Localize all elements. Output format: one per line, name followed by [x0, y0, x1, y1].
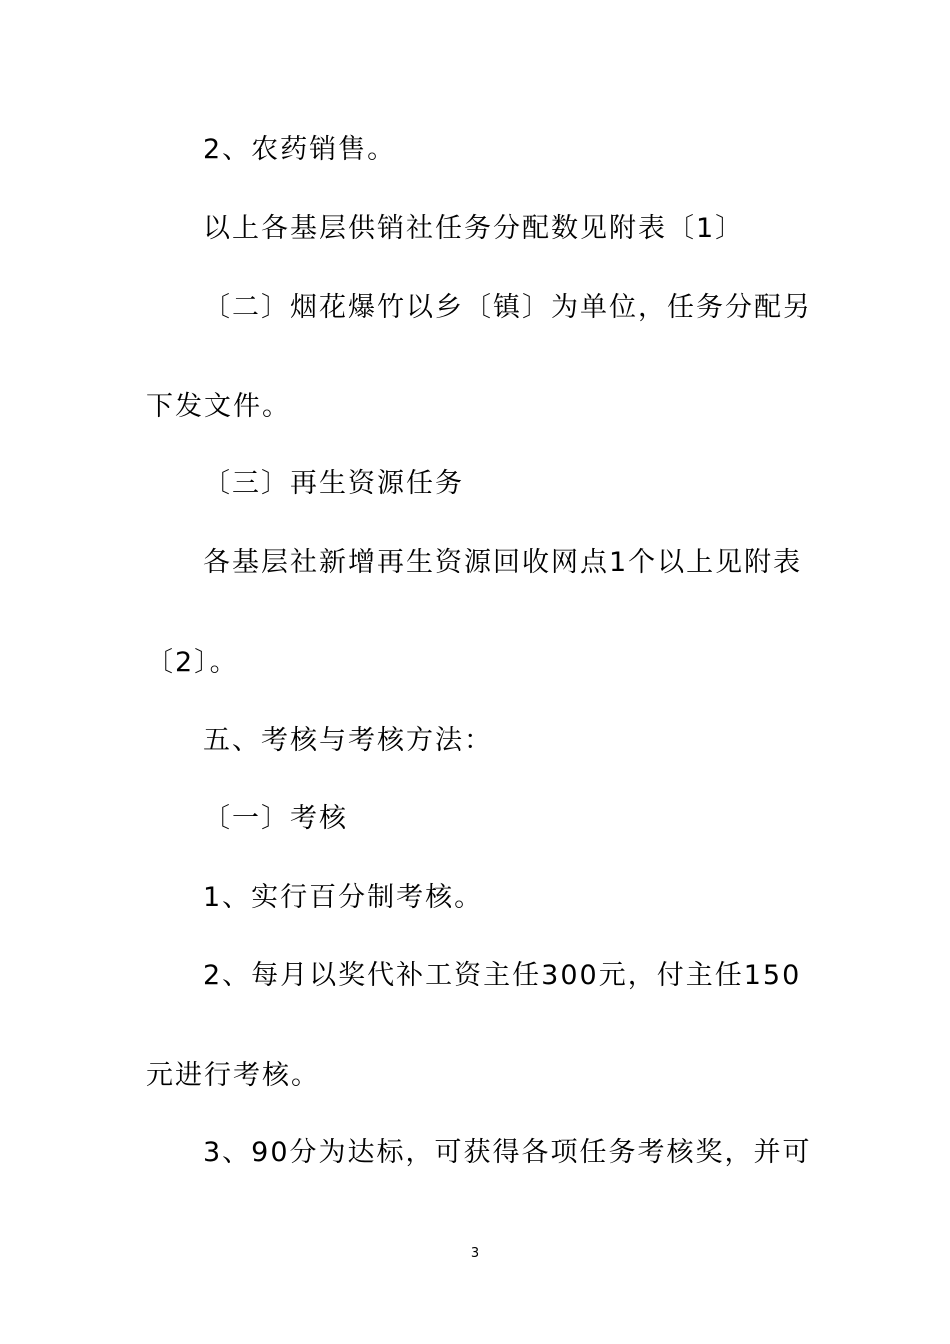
text-line: 2、每月以奖代补工资主任300元，付主任150: [203, 960, 802, 991]
text-line: 〔三〕再生资源任务: [203, 468, 464, 499]
text-line: 〔一〕考核: [203, 803, 348, 834]
page-number: 3: [470, 1246, 480, 1261]
text-line: 元进行考核。: [146, 1060, 320, 1091]
text-line: 〔二〕烟花爆竹以乡〔镇〕为单位，任务分配另: [203, 292, 812, 323]
text-line: 各基层社新增再生资源回收网点1个以上见附表: [203, 547, 803, 578]
text-line: 五、考核与考核方法：: [203, 725, 493, 756]
text-line: 2、农药销售。: [203, 134, 397, 165]
text-line: 3、90分为达标，可获得各项任务考核奖，并可: [203, 1137, 812, 1168]
text-line: 下发文件。: [146, 391, 291, 422]
text-line: 以上各基层供销社任务分配数见附表〔1〕: [203, 213, 745, 244]
text-line: 1、实行百分制考核。: [203, 882, 484, 913]
text-line: 〔2〕。: [146, 647, 239, 678]
